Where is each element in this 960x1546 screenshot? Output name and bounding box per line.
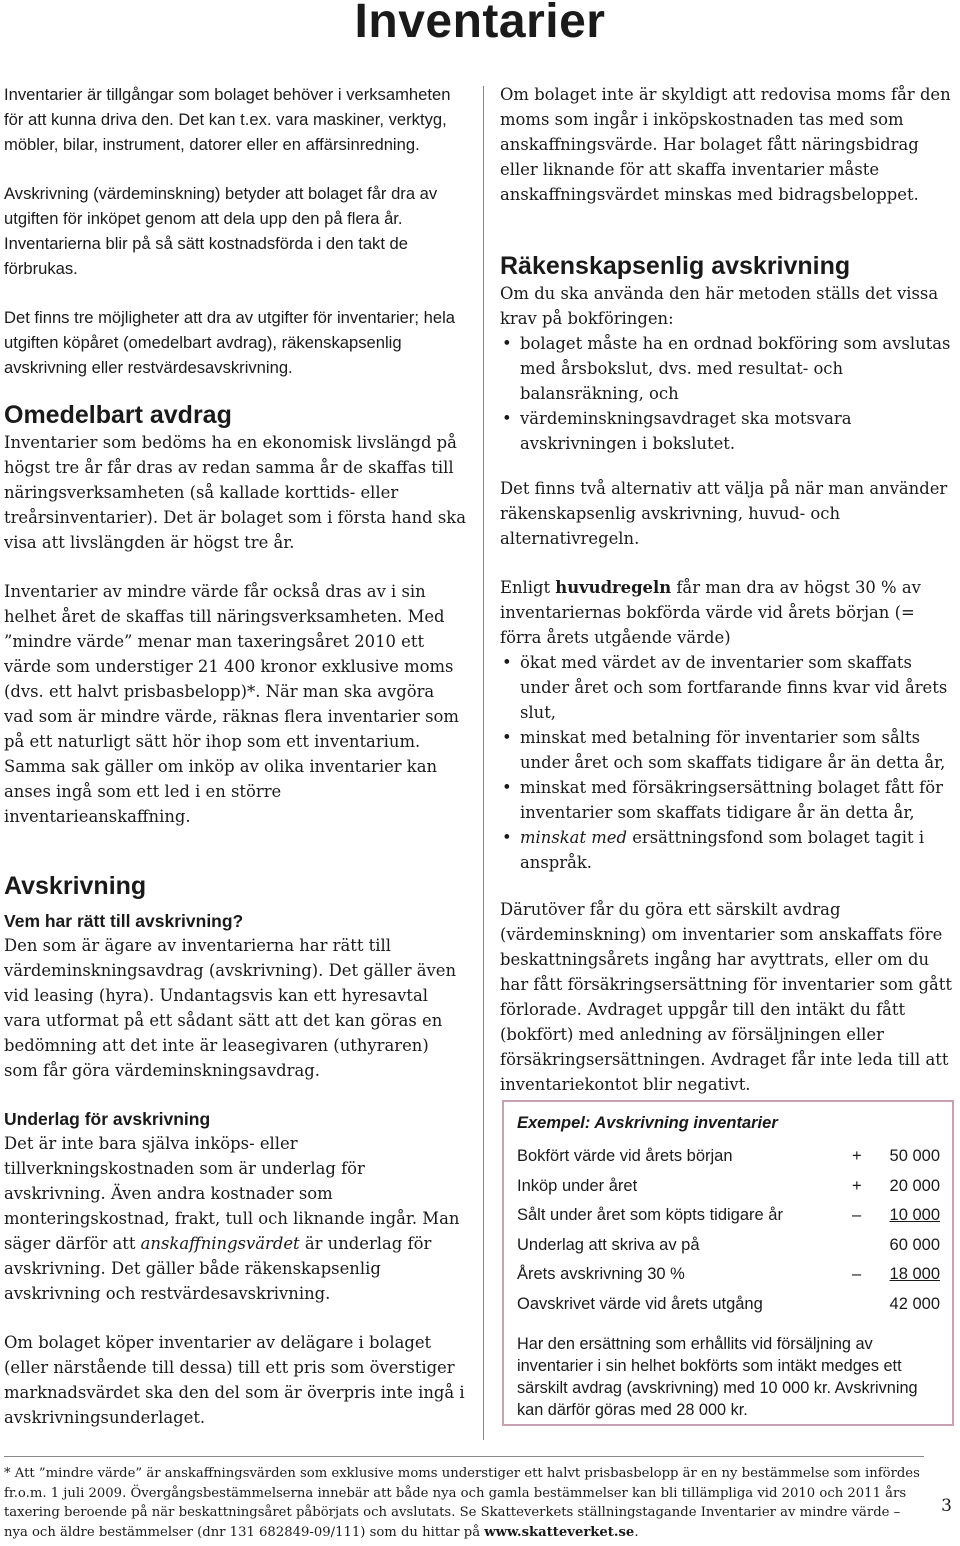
sarskilt-avdrag-paragraph: Därutöver får du göra ett särskilt avdrag (värdeminskning) om inventarier som anskaffats före beskattningsårets ingång har avyttrats, eller om du har fått försäkringsersättning för inventarier som gått förlorade. Avdraget uppgår till den intäkt du fått (bokfört) med anledning av försäljningen eller försäkringsersättningen. Avdraget får inte leda till att inventariekontot blir negativt.: [500, 900, 952, 1094]
underlag-paragraph-1: Det är inte bara själva inköps- eller tillverkningskostnaden som är underlag för avskrivning. Även andra kostnader som monteringskostnad, frakt, tull och liknande ingår. Man säger därför att anskaffningsvärdet är underlag för avskrivning. Det gäller både räkenskapsenlig avskrivning och restvärdesavskrivning.: [4, 1134, 460, 1303]
row-sign: +: [852, 1176, 862, 1195]
rakenskapsenlig-list: [500, 331, 956, 456]
alternativ-paragraph: Det finns två alternativ att välja på när man använder räkenskapsenlig avskrivning, huvud- och alternativregeln.: [500, 479, 948, 548]
subheading-underlag: Underlag för avskrivning: [4, 1109, 211, 1129]
row-value: [852, 1142, 940, 1172]
row-label: Sålt under året som köpts tidigare år: [517, 1206, 783, 1224]
row-label: Oavskrivet värde vid årets utgång: [517, 1294, 763, 1313]
table-row: [517, 1231, 940, 1261]
row-amount: 10 000: [889, 1206, 940, 1224]
underlag-paragraph-2: Om bolaget köper inventarier av delägare i bolaget (eller närstående till dessa) till ett pris som överstiger marknadsvärdet ska den del som är överpris inte ingå i avskrivningsunderlaget.: [4, 1333, 465, 1427]
example-box: [502, 1100, 954, 1426]
row-sign: –: [852, 1206, 862, 1224]
table-row: [517, 1290, 940, 1320]
list-item: • ökat med värdet av de inventarier som skaffats under året och som fortfarande finns kvar vid årets slut,: [500, 650, 956, 725]
list-item: • värdeminskningsavdraget ska motsvara avskrivningen i bokslutet.: [500, 406, 956, 456]
row-amount: 42 000: [889, 1294, 940, 1313]
omedelbart-paragraph-2: Inventarier av mindre värde får också dras av i sin helhet året de skaffas till näringsverksamheten. Med ”mindre värde” menar man taxeringsåret 2010 ett värde som understiger 21 400 kronor exklusive moms (dvs. ett halvt prisbasbelopp)*. När man ska avgöra vad som är mindre värde, räknas flera inventarier som på ett naturligt sätt hör ihop som ett inventarium. Samma sak gäller om inköp av olika inventarier kan anses ingå som ett led i en större inventarieanskaffning.: [4, 582, 459, 826]
row-amount: 60 000: [889, 1235, 940, 1254]
row-value: [852, 1290, 940, 1320]
huvudregel-list: [500, 650, 956, 875]
moms-paragraph: Om bolaget inte är skyldigt att redovisa moms får den moms som ingår i inköpskostnaden tas med som anskaffningsvärde. Har bolaget fått näringsbidrag eller liknande för att skaffa inventarier måste anskaffningsvärdet minskas med bidragsbeloppet.: [500, 85, 951, 204]
row-label: Årets avskrivning 30 %: [517, 1265, 685, 1283]
row-sign: –: [852, 1265, 862, 1283]
column-divider: [483, 86, 484, 1440]
table-row: [517, 1201, 940, 1231]
list-item: • minskat med försäkringsersättning bolaget fått för inventarier som skaffats tidigare år än detta år,: [500, 775, 956, 825]
right-column: [500, 82, 956, 1097]
subheading-vem-har-ratt: Vem har rätt till avskrivning?: [4, 911, 244, 931]
intro-paragraph-3: Det finns tre möjligheter att dra av utgifter för inventarier; hela utgiften köpåret (omedelbart avdrag), räkenskapsenlig avskrivning eller restvärdesavskrivning.: [4, 308, 456, 377]
example-note: Har den ersättning som erhållits vid försäljning av inventarier i sin helhet bokförts som intäkt medges ett särskilt avdrag (avskrivning) med 10 000 kr. Avskrivning kan därför göras med 28 000 kr.: [517, 1335, 918, 1419]
footnote: * Att ”mindre värde” är anskaffningsvärden som exklusive moms understiger ett halvt prisbasbelopp är en ny bestämmelse som infördes fr.o.m. 1 juli 2009. Övergångsbestämmelserna innebär att både nya och gamla bestämmelser kan bli tillämpliga vid 2010 och 2011 års taxering beroende på när beskattningsåret påbörjats och avslutats. Se Skatteverkets ställningstagande Inventarier av mindre värde – nya och äldre bestämmelser (dnr 131 682849-09/111) som du hittar på www.skatteverket.se.: [4, 1464, 924, 1542]
row-value: [852, 1172, 940, 1202]
intro-paragraph-2: Avskrivning (värdeminskning) betyder att bolaget får dra av utgiften för inköpet genom att dela upp den på flera år. Inventarierna blir på så sätt kostnadsförda i den takt de förbrukas.: [4, 184, 438, 278]
left-column: [4, 82, 466, 1430]
row-amount: 18 000: [889, 1265, 940, 1283]
page-number: 3: [941, 1496, 952, 1516]
list-item: • bolaget måste ha en ordnad bokföring som avslutas med årsbokslut, dvs. med resultat- och balansräkning, och: [500, 331, 956, 406]
footnote-rule: [4, 1456, 924, 1457]
page-title: Inventarier: [354, 0, 606, 48]
table-row: [517, 1260, 940, 1290]
row-amount: 20 000: [889, 1176, 940, 1195]
table-row: [517, 1142, 940, 1172]
row-value: [852, 1231, 940, 1261]
huvudregel-paragraph: Enligt huvudregeln får man dra av högst 30 % av inventariernas bokförda värde vid årets början (= förra årets utgående värde): [500, 578, 921, 647]
heading-rakenskapsenlig: Räkenskapsenlig avskrivning: [500, 252, 851, 280]
list-item: • minskat med ersättningsfond som bolaget tagit i anspråk.: [500, 825, 956, 875]
row-sign: +: [852, 1147, 862, 1165]
footnote-link[interactable]: www.skatteverket.se: [484, 1524, 635, 1540]
example-title: Exempel: Avskrivning inventarier: [517, 1114, 778, 1132]
row-amount: 50 000: [889, 1147, 940, 1165]
table-row: [517, 1172, 940, 1202]
row-label: Bokfört värde vid årets början: [517, 1147, 733, 1165]
vem-har-ratt-paragraph: Den som är ägare av inventarierna har rätt till värdeminskningsavdrag (avskrivning). Det gäller även vid leasing (hyra). Undantagsvis kan ett hyresavtal vara utformat på ett sådant sätt att det kan göras en bedömning att det inte är leasegivaren (uthyraren) som får göra värdeminskningsavdrag.: [4, 936, 457, 1080]
footnote-text: * Att ”mindre värde” är anskaffningsvärden som exklusive moms understiger ett halvt prisbasbelopp är en ny bestämmelse som infördes fr.o.m. 1 juli 2009. Övergångsbestämmelserna innebär att både nya och gamla bestämmelser kan bli tillämpliga vid 2010 och 2011 års taxering beroende på när beskattningsåret påbörjats och avslutats. Se Skatteverkets ställningstagande Inventarier av mindre värde – nya och äldre bestämmelser (dnr 131 682849-09/111) som du hittar på: [4, 1466, 920, 1540]
heading-omedelbart-avdrag: Omedelbart avdrag: [4, 401, 232, 429]
row-value: [852, 1201, 940, 1231]
omedelbart-paragraph-1: Inventarier som bedöms ha en ekonomisk livslängd på högst tre år får dras av redan samma år de skaffas till näringsverksamheten (så kallade korttids- eller treårsinventarier). Det är bolaget som i första hand ska visa att livslängden är högst tre år.: [4, 433, 466, 552]
row-label: Underlag att skriva av på: [517, 1235, 700, 1254]
example-table: [517, 1142, 940, 1319]
row-value: [852, 1260, 940, 1290]
rakenskapsenlig-intro: Om du ska använda den här metoden ställs det vissa krav på bokföringen:: [500, 284, 939, 328]
heading-avskrivning: Avskrivning: [4, 872, 147, 900]
list-item: • minskat med betalning för inventarier som sålts under året och som skaffats tidigare år än detta år,: [500, 725, 956, 775]
row-label: Inköp under året: [517, 1176, 638, 1195]
intro-paragraph-1: Inventarier är tillgångar som bolaget behöver i verksamheten för att kunna driva den. Det kan t.ex. vara maskiner, verktyg, möbler, bilar, instrument, datorer eller en affärsinredning.: [4, 85, 451, 154]
